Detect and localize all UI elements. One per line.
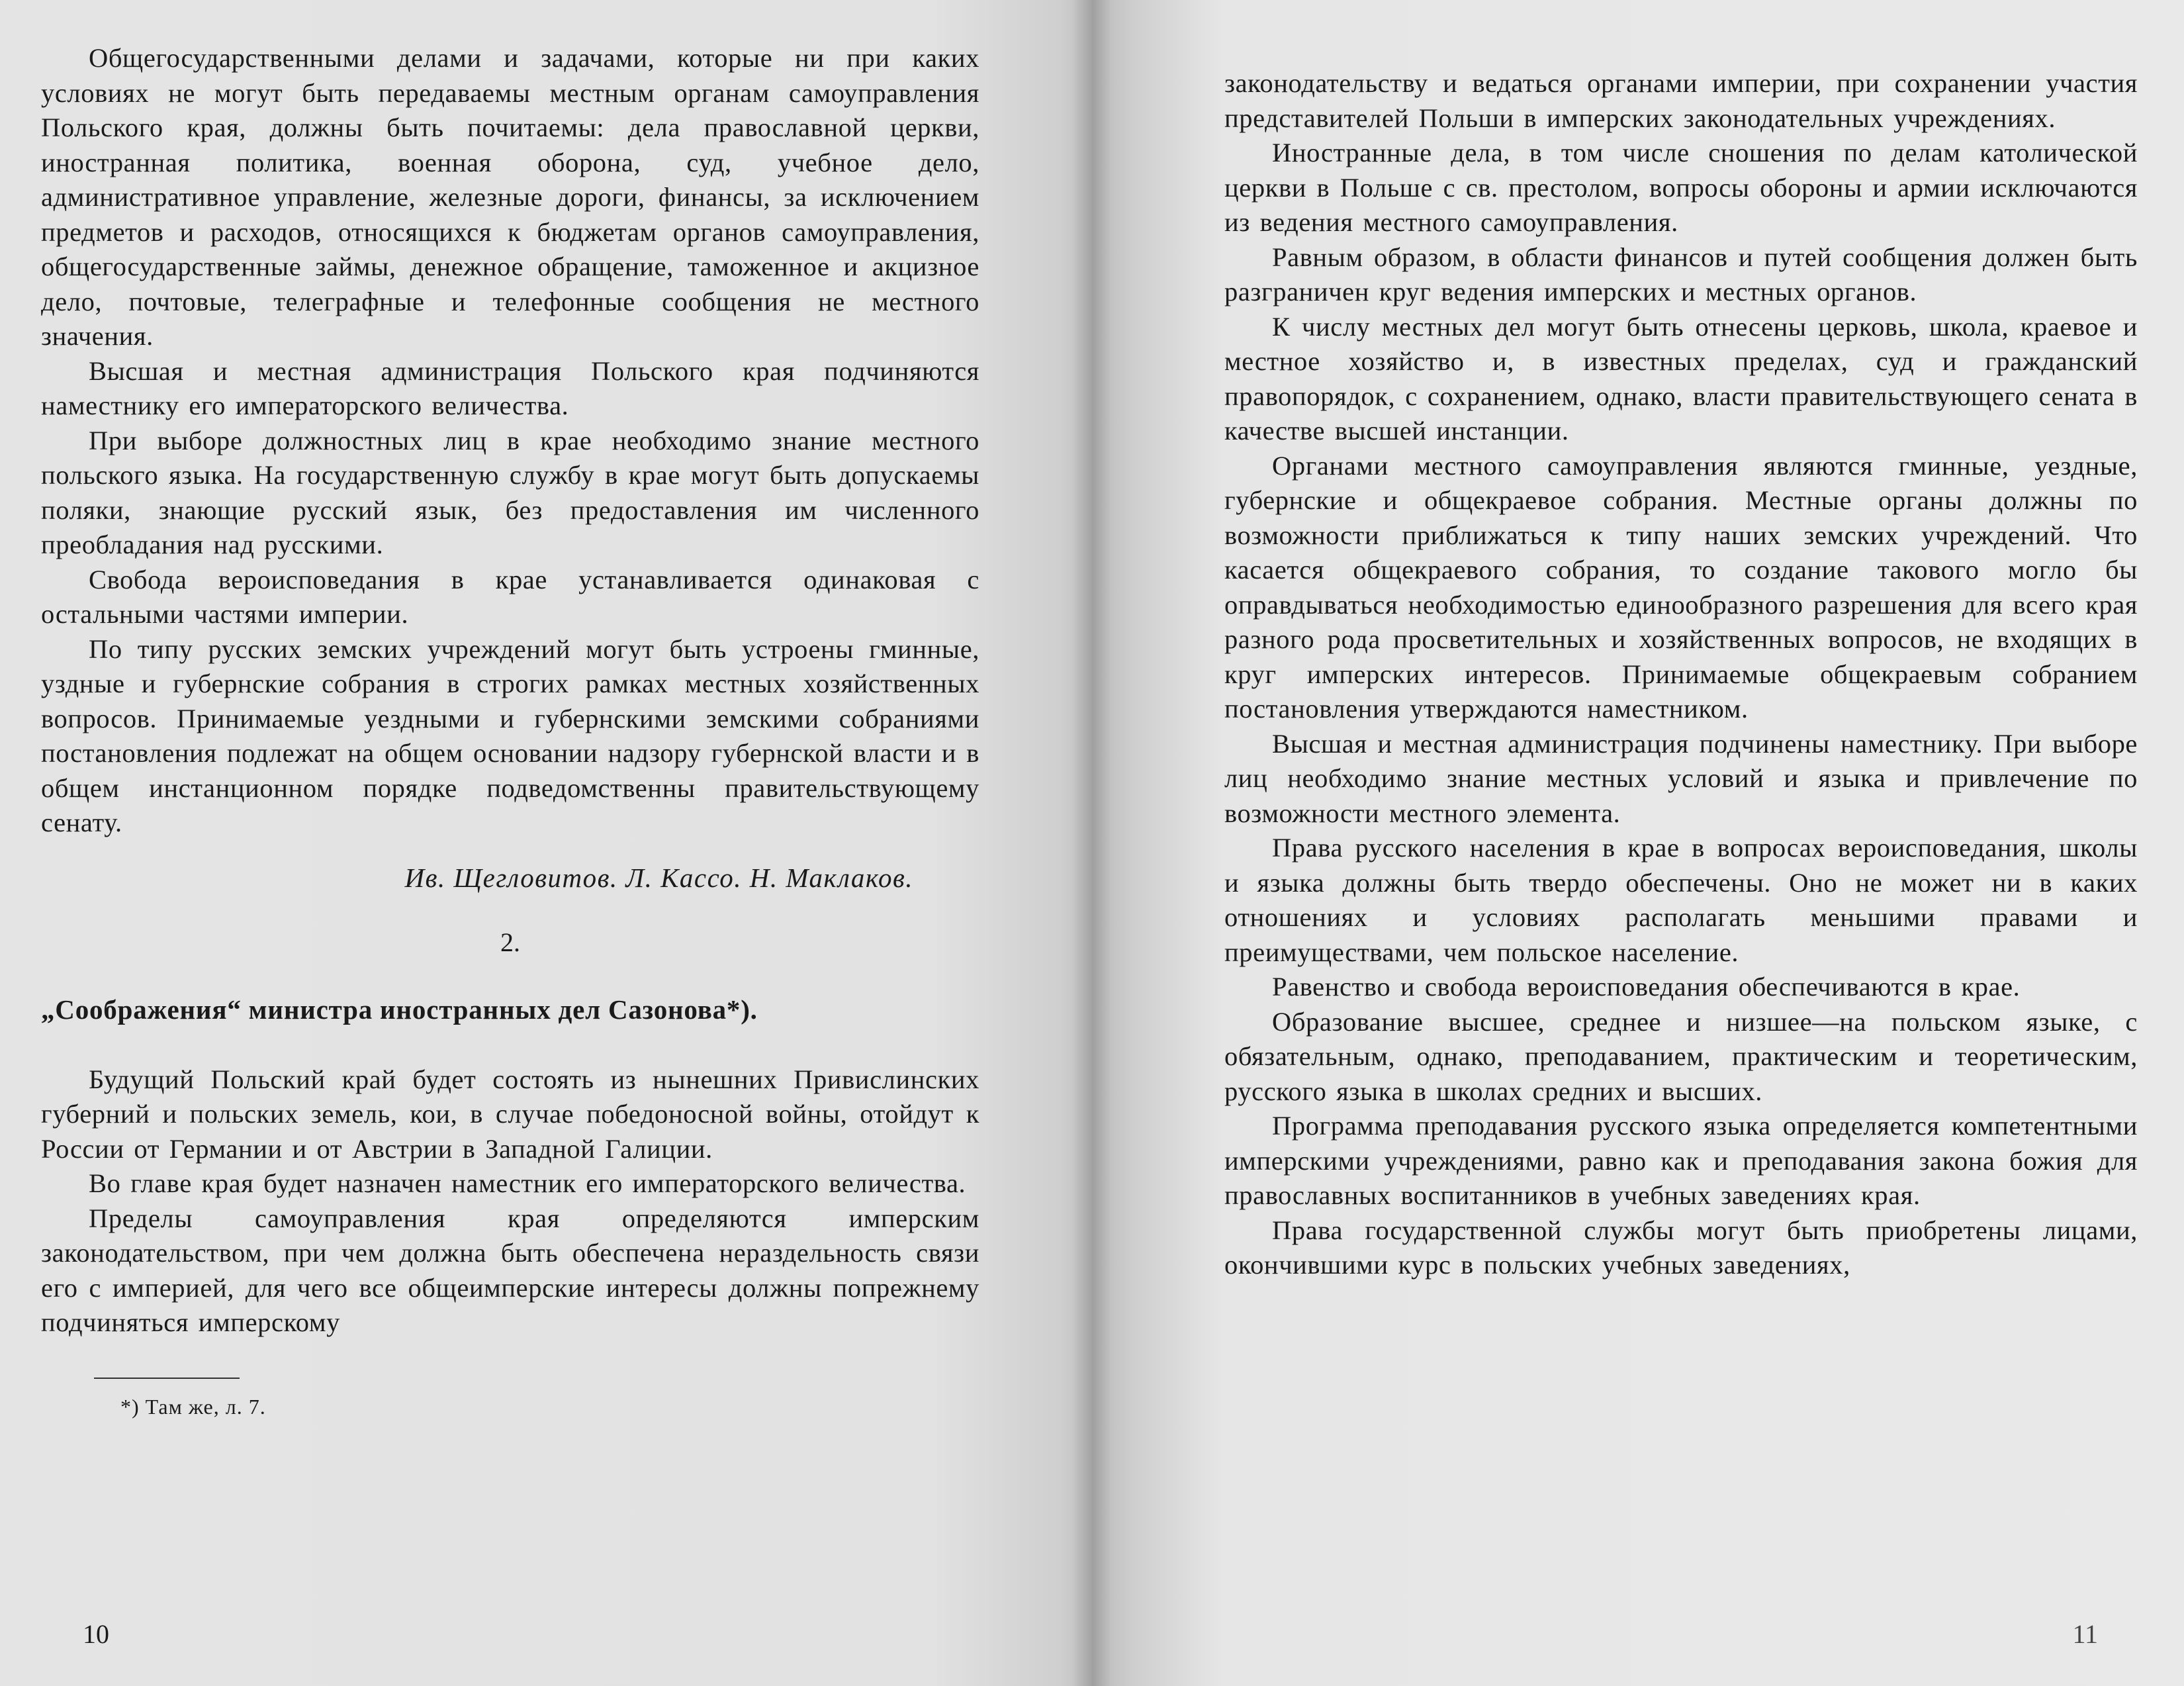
paragraph: Общегосударственными делами и задачами, которые ни при каких условиях не могут быть передаваемы местным органам самоуправления Польского края, должны быть почитаемы: дела православной церкви, иностранная политика, военная оборона, суд, учебное дело, административное управление, железные дороги, финансы, за исключением предметов и расходов, относящихся к бюджетам органов самоуправления, общегосударственные займы, денежное обращение, таможенное и акцизное дело, почтовые, телеграфные и телефонные сообщения не местного значения.: [41, 43, 979, 351]
document-heading: „Соображения“ министра иностранных дел Сазонова*).: [41, 994, 758, 1025]
document-number: 2.: [500, 927, 520, 957]
paragraph: К числу местных дел могут быть отнесены церковь, школа, краевое и местное хозяйство и, в известных пределах, суд и гражданский правопорядок, с сохранением, однако, власти правительствующего сената в качестве высшей инстанции.: [1224, 311, 2138, 445]
paragraph: Высшая и местная администрация подчинены наместнику. При выборе лиц необходимо знание местных условий и языка и привлечение по возможности местного элемента.: [1224, 728, 2138, 828]
signatories: Ив. Щегловитов. Л. Кассо. Н. Маклаков.: [404, 862, 913, 893]
footnote: *) Там же, л. 7.: [120, 1394, 266, 1419]
right-page: [1092, 0, 2184, 1686]
paragraph: Высшая и местная администрация Польского края подчиняются наместнику его императорского величества.: [41, 355, 979, 420]
paragraph: Пределы самоуправления края определяются имперским законодательством, при чем должна быть обеспечена нераздельность связи его с империей, для чего все общеимперские интересы должны попрежнему подчиняться имперскому: [41, 1203, 979, 1337]
paragraph: Во главе края будет назначен наместник его императорского величества.: [89, 1168, 966, 1198]
paragraph: Права государственной службы могут быть приобретены лицами, окончившими курс в польских учебных заведениях,: [1224, 1215, 2138, 1280]
paragraph: При выборе должностных лиц в крае необходимо знание местного польского языка. На государственную службу в крае могут быть допускаемы поляки, знающие русский язык, без предоставления им численного преобладания над русскими.: [41, 425, 979, 559]
page-number-left: 10: [83, 1619, 109, 1649]
paragraph: По типу русских земских учреждений могут быть устроены гминные, уздные и губернские собрания в строгих рамках местных хозяйственных вопросов. Принимаемые уездными и губернскими земскими собраниями постановления подлежат на общем основании надзору губернской власти и в общем инстанционном порядке подведомственны правительствующему сенату.: [41, 633, 979, 837]
paragraph: Иностранные дела, в том числе сношения по делам католической церкви в Польше с св. престолом, вопросы обороны и армии исключаются из ведения местного самоуправления.: [1224, 138, 2138, 237]
paragraph: Образование высшее, среднее и низшее—на польском языке, с обязательным, однако, преподаванием, практическим и теоретическим, русского языка в школах средних и высших.: [1224, 1006, 2138, 1106]
left-text-block-2: [41, 1062, 979, 1340]
paragraph: Равным образом, в области финансов и путей сообщения должен быть разграничен круг ведения имперских и местных органов.: [1224, 242, 2138, 306]
paragraph: Права русского населения в крае в вопросах вероисповедания, школы и языка должны быть твердо обеспечены. Оно не может ни в каких отношениях и условиях располагать меньшими правами и преимуществами, чем польское население.: [1224, 833, 2138, 967]
paragraph: Программа преподавания русского языка определяется компетентными имперскими учреждениями, равно как и преподавания закона божия для православных воспитанников в учебных заведениях края.: [1224, 1111, 2138, 1210]
paragraph-continued: законодательству и ведаться органами империи, при сохранении участия представителей Польши в имперских законодательных учреждениях.: [1224, 68, 2138, 133]
page-number-right: 11: [2072, 1619, 2098, 1649]
left-text-block: [41, 41, 979, 841]
paragraph: Свобода вероисповедания в крае устанавливается одинаковая с остальными частями империи.: [41, 564, 979, 629]
right-text-block: [1224, 66, 2138, 1283]
paragraph: Равенство и свобода вероисповедания обеспечиваются в крае.: [1272, 972, 2021, 1002]
paragraph: Органами местного самоуправления являются гминные, уездные, губернские и общекраевое собрания. Местные органы должны по возможности приближаться к типу наших земских учреждений. Что касается общекраевого собрания, то создание такового могло бы оправдываться необходимостью единообразного разрешения для всего края разного рода просветительных и хозяйственных вопросов, не входящих в круг имперских интересов. Принимаемые общекраевым собранием постановления утверждаются наместником.: [1224, 450, 2138, 724]
footnote-divider: [94, 1378, 240, 1379]
paragraph: Будущий Польский край будет состоять из нынешних Привислинских губерний и польских земель, кои, в случае победоносной войны, отойдут к России от Германии и от Австрии в Западной Галиции.: [41, 1064, 979, 1164]
